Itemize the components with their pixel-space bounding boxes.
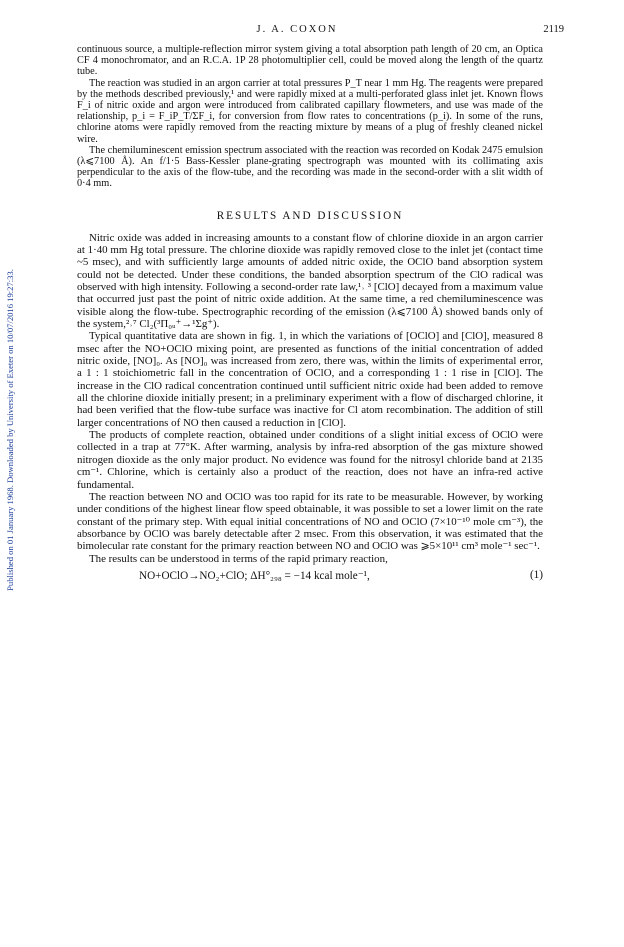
author-name: J. A. COXON (256, 24, 338, 35)
paragraph: The reaction was studied in an argon carrier at total pressures P_T near 1 mm Hg. The reagents were prepared by the methods described previously,¹ and were rapidly mixed at a multi-perforated glass inlet jet. Known flows F_i of nitric oxide and argon were introduced from calibrated capillary flowmeters, and use was made of the relationship, p_i = F_iP_T/ΣF_i, for conversion from flow rates to concentrations (p_i). In some of the runs, chlorine atoms were rapidly removed from the reacting mixture by means of a plug of freshly cleaned nickel wire. (77, 77, 543, 145)
experimental-section (77, 44, 543, 190)
paragraph: Nitric oxide was added in increasing amounts to a constant flow of chlorine dioxide in an argon carrier at 1·40 mm Hg total pressure. The chlorine dioxide was rapidly removed close to the inlet jet (contact time ~5 msec), and with sufficiently large amounts of added nitric oxide, the OClO band absorption system could not be detected. Under these conditions, the banded absorption spectrum of the ClO radical was observed with high intensity. Following a second-order rate law,¹˒ ³ [ClO] decayed from a maximum value that occurred just past the point of nitric oxide addition. At the same time, a red chemiluminescence was visible along the flow-tube. Spectrographic recording of the emission (λ⩽7100 Å) showed bands only of the system,²˒⁷ Cl₂(³Π₀ᵤ⁺→¹Σg⁺). (77, 231, 543, 331)
paragraph: continuous source, a multiple-reflection mirror system giving a total absorption path length of 20 cm, an Optica CF 4 monochromator, and an R.C.A. 1P 28 photomultiplier cell, could be moved along the length of the quartz tube. (77, 44, 543, 78)
equation-text: NO+OClO→NO₂+ClO; ΔH°₂₉₈ = −14 kcal mole⁻¹, (139, 569, 370, 582)
paragraph: The reaction between NO and OClO was too rapid for its rate to be measurable. However, by working under conditions of the highest linear flow speed obtainable, it was possible to set a lower limit on the rate constant of the primary step. With equal initial concentrations of NO and OClO (7×10⁻¹⁰ mole cm⁻³), the absorbance by OClO was barely detectable after 2 msec. From this observation, it was estimated that the bimolecular rate constant for the primary reaction between NO and OClO was ⩾5×10¹¹ cm³ mole⁻¹ sec⁻¹. (77, 490, 543, 553)
paragraph: Typical quantitative data are shown in fig. 1, in which the variations of [OClO] and [ClO], measured 8 msec after the NO+OClO mixing point, are presented as functions of the initial concentration of added nitric oxide, [NO]₀. As [NO]₀ was increased from zero, there was, within the limits of experimental error, a 1 : 1 stoichiometric fall in the concentration of OClO, and a corresponding 1 : 1 rise in [ClO]. The increase in the ClO radical concentration continued until sufficient nitric oxide had been added to remove all the chlorine dioxide initially present; in a preliminary experiment with a flow of discharged chlorine, it had been verified that the flow-tube surface was inactive for Cl atom recombination. The addition of still larger concentrations of NO then caused a reduction in [ClO]. (77, 330, 543, 429)
equation-1 (77, 569, 543, 583)
paragraph: The results can be understood in terms of the rapid primary reaction, (89, 552, 388, 565)
section-heading: RESULTS AND DISCUSSION (216, 209, 404, 222)
running-header (30, 24, 564, 38)
download-notice (3, 150, 17, 710)
page-number: 2119 (543, 24, 564, 35)
equation-number: (1) (529, 568, 543, 581)
paragraph: The chemiluminescent emission spectrum associated with the reaction was recorded on Kodak 2475 emulsion (λ⩽7100 Å). An f/1·5 Bass-Kessler plane-grating spectrograph was mounted with its collimating axis perpendicular to the axis of the flow-tube, and the recording was made in the second-order with a slit width of 0·4 mm. (77, 144, 543, 190)
paragraph: The products of complete reaction, obtained under conditions of a slight initial excess of OClO were collected in a trap at 77°K. After warming, analysis by infra-red absorption of the gas mixture showed nitrogen dioxide as the only major product. No evidence was found for the nitrosyl chloride band at 2135 cm⁻¹. Chlorine, which is certainly also a product of the reaction, does not have an infra-red active fundamental. (77, 429, 543, 491)
download-notice-text: Published on 01 January 1968. Downloaded by University of Exeter on 10/07/2016 19:27:33. (5, 269, 15, 591)
article-column (77, 44, 543, 583)
results-section (77, 232, 543, 565)
